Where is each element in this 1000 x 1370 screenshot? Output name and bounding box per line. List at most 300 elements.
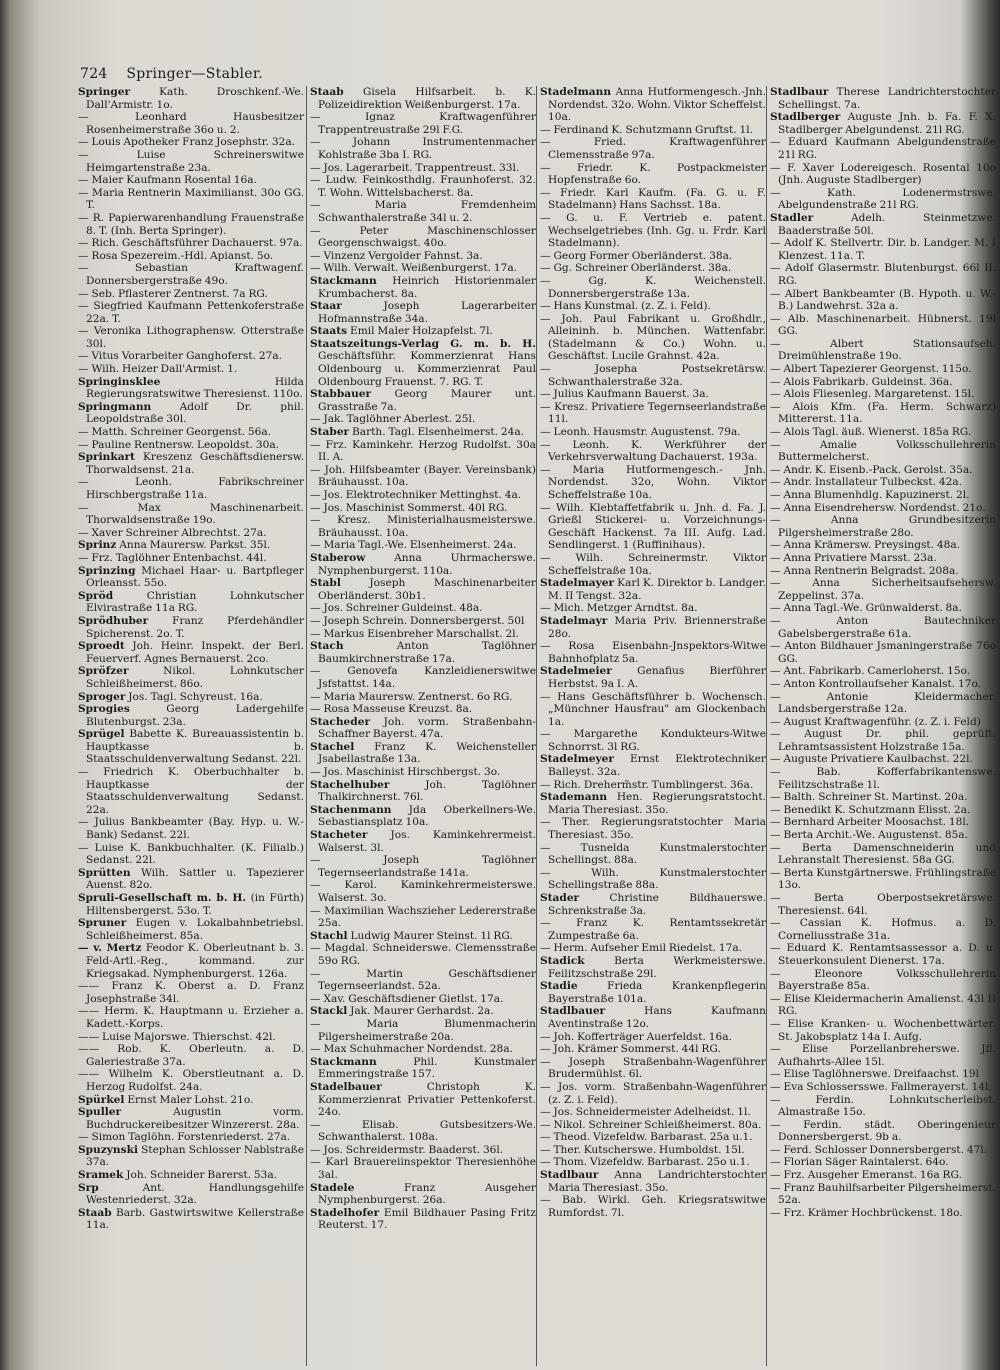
entry-text: — August Dr. phil. geprüft. Lehramtsassistent Holzstraße 15a.	[770, 728, 996, 753]
entry-surname: Springmann	[78, 400, 152, 413]
directory-entry	[770, 439, 996, 464]
directory-entry	[78, 262, 304, 287]
directory-entry	[78, 1106, 304, 1131]
entry-text: — Joseph Straßenbahn-Wagenführer Brudermühlst. 6l.	[540, 1055, 766, 1081]
directory-entry	[540, 691, 766, 729]
directory-entry	[78, 665, 304, 690]
directory-entry	[770, 766, 996, 791]
directory-entry	[78, 842, 304, 867]
directory-entry	[770, 237, 996, 262]
directory-entry	[310, 225, 536, 250]
directory-entry	[770, 602, 996, 615]
entry-surname: Stachl	[310, 929, 348, 942]
entry-text: — Gg. K. Weichenstell. Donnersbergerstraße 13a.	[540, 274, 766, 300]
entry-surname: Sproger	[78, 690, 126, 703]
entry-surname: Spröd	[78, 589, 114, 602]
entry-text: Franz Ausgeher Nymphenburgerst. 26a.	[318, 1181, 536, 1207]
entry-text: — Johann Instrumentenmacher Kohlstraße 3ba I. RG.	[310, 136, 536, 161]
directory-entry	[540, 1194, 766, 1219]
entry-text: — Joseph Taglöhner Tegernseerlandstraße 141a.	[310, 854, 536, 879]
entry-text: — Frz. Taglöhner Entenbachst. 44l.	[78, 551, 267, 564]
entry-surname: Sprinzing	[78, 564, 136, 577]
directory-entry	[540, 753, 766, 778]
entry-text: Anna Uhrmacherswe. Nymphenburgerst. 110a.	[318, 551, 536, 577]
entry-text: Feodor K. Oberleutnant b. 3. Feld-Artl.-Reg., kommand. zur Kriegsakad. Nymphenburgerst. 126a.	[86, 942, 304, 980]
directory-entry	[310, 1156, 536, 1181]
entry-text: Christine Bildhauerswe. Schrenkstraße 3a.	[548, 892, 766, 917]
entry-text: Kreszenz Geschäftsdienersw. Thorwaldsenst. 21a.	[86, 451, 304, 476]
directory-entry	[78, 1169, 304, 1182]
directory-entry	[770, 565, 996, 578]
entry-text: Gisela Hilfsarbeit. b. K. Polizeidirektion Weißenburgerst. 17a.	[318, 86, 536, 111]
directory-entry	[78, 401, 304, 426]
directory-entry	[310, 552, 536, 577]
directory-entry	[78, 1094, 304, 1107]
entry-text: — Ferd. Schlosser Donnersbergerst. 47l.	[770, 1143, 988, 1156]
entry-text: — Luise K. Bankbuchhalter. (K. Filialb.) Sedanst. 22l.	[78, 841, 304, 867]
entry-surname: Staats	[310, 325, 348, 338]
directory-entry	[78, 942, 304, 980]
directory-entry	[310, 250, 536, 263]
directory-entry	[78, 111, 304, 136]
entry-text: —— Rob. K. Oberleutn. a. D. Galeriestraße 37a.	[78, 1043, 304, 1068]
entry-text: Christian Lohnkutscher Elvirastraße 11a RG.	[86, 589, 304, 615]
column-4	[766, 86, 996, 1366]
entry-text: — Sebastian Kraftwagenf. Donnersbergerstraße 49o.	[78, 262, 304, 287]
directory-entry	[310, 262, 536, 275]
entry-text: — Rich. Geschäftsführer Dachauerst. 97a.	[78, 237, 303, 250]
entry-text: — F. Xaver Lodereigesch. Rosental 10o (Jnh. Auguste Stadlberger)	[770, 161, 996, 187]
entry-text: — Joh. Hilfsbeamter (Bayer. Vereinsbank) Bräuhausst. 10a.	[310, 463, 536, 489]
entry-text: — Jos. Maschinist Hirschbergst. 3o.	[310, 766, 501, 779]
entry-text: — Leonhard Hausbesitzer Rosenheimerstraße 36o u. 2.	[78, 111, 304, 136]
entry-text: — Theod. Vizefeldw. Barbarast. 25a u.1.	[540, 1131, 753, 1144]
entry-text: — Antonie Kleidermacher. Landsbergerstraße 12a.	[770, 690, 996, 716]
entry-text: — Ludw. Feinkosthdlg. Fraunhoferst. 32. T. Wohn. Wittelsbacherst. 8a.	[310, 174, 536, 199]
directory-entry	[310, 1119, 536, 1144]
entry-text: — Herm. Aufseher Emil Riedelst. 17a.	[540, 942, 743, 955]
directory-entry	[540, 187, 766, 212]
directory-entry	[540, 439, 766, 464]
entry-text: Franz K. Weichensteller Jsabellastraße 13a.	[318, 740, 536, 766]
directory-entry	[540, 262, 766, 275]
entry-text: — Anna Privatiere Marsst. 23a.	[770, 551, 937, 564]
directory-entry	[770, 212, 996, 237]
directory-entry	[310, 136, 536, 161]
entry-text: — Eduard K. Rentamtsassessor a. D. u. Steuerkonsulent Dienerst. 17a.	[770, 942, 996, 967]
directory-entry	[540, 275, 766, 300]
entry-text: — Vinzenz Vergolder Fahnst. 3a.	[310, 249, 483, 262]
entry-surname: Springer	[78, 86, 131, 98]
directory-entry	[310, 514, 536, 539]
directory-entry	[540, 728, 766, 753]
directory-entry	[78, 867, 304, 892]
directory-columns	[78, 86, 996, 1366]
directory-entry	[310, 502, 536, 515]
directory-entry	[540, 1005, 766, 1030]
entry-text: — Ferdinand K. Schutzmann Gruftst. 1l.	[540, 123, 753, 136]
entry-text: — Eduard Kaufmann Abelgundenstraße 21l RG.	[770, 136, 996, 161]
directory-entry	[78, 1144, 304, 1169]
entry-text: — Ther. Kutscherswe. Humboldst. 15l.	[540, 1143, 745, 1156]
entry-text: Maria Priv. Briennerstraße 28o.	[548, 614, 766, 640]
entry-text: — August Kraftwagenführ. (z. Z. i. Feld)	[770, 715, 981, 728]
entry-text: — Ferdin. städt. Oberingenieur Donnersbergerst. 9b a.	[770, 1118, 996, 1144]
directory-entry	[540, 1131, 766, 1144]
directory-entry	[78, 1068, 304, 1093]
directory-entry	[770, 615, 996, 640]
directory-entry	[540, 212, 766, 250]
entry-text: (in Fürth) Hiltensbergerst. 53o. T.	[86, 892, 304, 917]
entry-surname: Sprinz	[78, 539, 117, 552]
directory-entry	[540, 615, 766, 640]
directory-entry	[78, 539, 304, 552]
entry-text: — Luise Schreinerswitwe Heimgartenstraße 23a.	[78, 148, 304, 174]
entry-text: Anna Maurersw. Parkst. 35l.	[116, 539, 271, 552]
entry-surname: Stadelmayr	[540, 614, 608, 627]
directory-entry	[770, 829, 996, 842]
directory-entry	[540, 892, 766, 917]
entry-text: — Cassian K. Hofmus. a. D. Corneliusstraße 31a.	[770, 917, 996, 942]
directory-entry	[540, 464, 766, 502]
directory-entry	[310, 275, 536, 300]
entry-surname: Spuzynski	[78, 1143, 138, 1156]
directory-entry	[540, 842, 766, 867]
directory-entry	[770, 1207, 996, 1220]
page-number: 724	[80, 66, 108, 82]
directory-entry	[310, 199, 536, 224]
entry-text: Michael Haar- u. Bartpfleger Orleansst. 55o.	[86, 564, 304, 590]
directory-entry	[770, 262, 996, 287]
directory-entry	[540, 867, 766, 892]
entry-text: — Anna Grundbesitzerin Pilgersheimerstraße 28o.	[770, 514, 996, 539]
directory-entry	[540, 779, 766, 792]
entry-surname: Sramek	[78, 1169, 124, 1182]
entry-text: — Eva Schlossersswe. Fallmerayerst. 14l.	[770, 1080, 992, 1093]
directory-entry	[540, 955, 766, 980]
directory-entry	[770, 665, 996, 678]
entry-text: — Adolf Glasermstr. Blutenburgst. 66l II. RG.	[770, 262, 996, 287]
entry-text: — Wilh. Klebtaffetfabrik u. Jnh. d. Fa. J. Grießl Stickerei- u. Vorzeichnungs-Geschäft Hackenst. 7a III. Aufg. Lad. Sendlingerst. 1 (Ruffinihaus).	[540, 501, 766, 552]
entry-text: — Franz Bauhilfsarbeiter Pilgersheimerst. 52a.	[770, 1181, 996, 1207]
directory-entry	[770, 867, 996, 892]
directory-entry	[540, 552, 766, 577]
entry-surname: Stadelmeyer	[540, 753, 615, 766]
entry-surname: Spruli-Gesellschaft m. b. H.	[78, 892, 247, 904]
entry-text: — Anton Kontrollaufseher Kanalst. 17o.	[770, 677, 982, 690]
entry-text: —— Luise Majorswe. Thierschst. 42l.	[78, 1030, 276, 1043]
directory-entry	[770, 1094, 996, 1119]
entry-text: — Joh. Kofferträger Auerfeldst. 16a.	[540, 1030, 732, 1043]
directory-entry	[78, 1031, 304, 1044]
directory-entry	[78, 527, 304, 540]
directory-entry	[770, 476, 996, 489]
entry-text: — Maria Blumenmacherin Pilgersheimerstraße 20a.	[310, 1017, 536, 1043]
entry-text: Augustin vorm. Buchdruckereibesitzer Winzererst. 28a.	[86, 1106, 304, 1131]
entry-text: Phil. Kunstmaler Emmeringstraße 157.	[318, 1055, 536, 1081]
entry-surname: Stadick	[540, 954, 585, 967]
directory-entry	[310, 86, 536, 111]
entry-surname: Stadelbauer	[310, 1080, 382, 1093]
directory-entry	[310, 1144, 536, 1157]
entry-text: Stephan Schlosser Nablstraße 37a.	[86, 1143, 304, 1169]
entry-surname: Staber	[310, 426, 350, 439]
entry-surname: Spürkel	[78, 1093, 125, 1106]
entry-text: — Albert Tapezierer Georgenst. 115o.	[770, 363, 972, 376]
entry-text: — Anna Eisendrehersw. Nordendst. 21o.	[770, 501, 986, 514]
entry-surname: Sprügel	[78, 728, 125, 741]
entry-text: — Siegfried Kaufmann Pettenkoferstraße 22a. T.	[78, 300, 304, 325]
entry-text: — Maria Hutformengesch.- Jnh. Nordendst. 32o, Wohn. Viktor Scheffelstraße 10a.	[540, 463, 766, 501]
directory-entry	[310, 905, 536, 930]
entry-text: — Franz K. Rentamtssekretär Zumpestraße 6a.	[540, 917, 766, 942]
running-title: Springer—Stabler.	[126, 66, 264, 82]
entry-text: Frieda Krankenpflegerin Bayerstraße 101a.	[548, 980, 766, 1005]
entry-text: — Joseph Schrein. Donnersbergerst. 50l	[310, 614, 525, 627]
directory-entry	[770, 552, 996, 565]
directory-entry	[540, 1119, 766, 1132]
entry-surname: Staab	[310, 86, 344, 98]
entry-surname: Stader	[540, 892, 580, 904]
entry-text: — Maria Rentnerin Maximilianst. 30o GG. T.	[78, 186, 304, 212]
directory-entry	[540, 1169, 766, 1194]
entry-text: — Leonh. Fabrikschreiner Hirschbergstraße 11a.	[78, 476, 304, 501]
entry-text: — Elise Kranken- u. Wochenbettwärter. St. Jakobsplatz 14a I. Aufg.	[770, 1017, 996, 1043]
directory-entry	[540, 665, 766, 690]
entry-surname: Spruner	[78, 917, 127, 930]
entry-text: — Maier Kaufmann Rosental 16a.	[78, 174, 257, 187]
directory-entry	[770, 791, 996, 804]
entry-text: — Alois Kfm. (Fa. Herm. Schwarz) Mittererst. 11a.	[770, 400, 996, 426]
entry-surname: Spröfzer	[78, 665, 129, 678]
directory-entry	[310, 338, 536, 388]
directory-entry	[540, 1056, 766, 1081]
entry-text: — Anton Bautechniker Gabelsbergerstraße 61a.	[770, 614, 996, 640]
directory-entry	[540, 250, 766, 263]
entry-text: — Jos. Schreiner Guldeinst. 48a.	[310, 602, 483, 615]
directory-entry	[78, 917, 304, 942]
directory-entry	[540, 577, 766, 602]
entry-text: — Max Schuhmacher Nordendst. 28a.	[310, 1043, 513, 1056]
directory-entry	[770, 502, 996, 515]
entry-text: Genafius Bierführer Herbstst. 9a I. A.	[548, 665, 766, 690]
entry-surname: Stacheter	[310, 829, 368, 842]
entry-text: — Maria Tagl.-We. Elsenheimerst. 24a.	[310, 539, 517, 552]
directory-entry	[310, 577, 536, 602]
entry-text: — Bernhard Arbeiter Moosachst. 18l.	[770, 816, 970, 829]
column-1	[78, 86, 304, 1366]
entry-surname: — v. Mertz	[78, 942, 142, 955]
directory-entry	[770, 816, 996, 829]
entry-surname: Stackmann	[310, 1055, 377, 1068]
directory-entry	[540, 313, 766, 363]
directory-entry	[310, 1081, 536, 1119]
entry-text: — Veronika Lithographensw. Otterstraße 30l.	[78, 325, 304, 350]
entry-text: — Andr. K. Eisenb.-Pack. Gerolst. 35a.	[770, 463, 973, 476]
directory-entry	[540, 300, 766, 313]
directory-entry	[310, 691, 536, 704]
entry-text: Hilda Regierungsratswitwe Theresienst. 110o.	[86, 375, 304, 401]
entry-surname: Stadele	[310, 1181, 355, 1194]
directory-entry	[78, 136, 304, 149]
directory-entry	[540, 1031, 766, 1044]
directory-entry	[540, 816, 766, 841]
entry-surname: Stachel	[310, 740, 355, 753]
entry-text: Emil Maler Holzapfelst. 7l.	[347, 325, 493, 338]
entry-text: — Mich. Metzger Arndtst. 8a.	[540, 602, 698, 615]
entry-surname: Stach	[310, 640, 344, 653]
directory-entry	[78, 86, 304, 111]
entry-text: — Vitus Vorarbeiter Ganghoferst. 27a.	[78, 350, 283, 363]
entry-surname: Staberow	[310, 551, 366, 564]
entry-text: — Anna Sicherheitsaufsehersw. Zeppelinst. 37a.	[770, 577, 996, 602]
directory-entry	[770, 917, 996, 942]
directory-entry	[310, 703, 536, 716]
directory-entry	[310, 968, 536, 993]
directory-entry	[310, 489, 536, 502]
directory-entry	[310, 162, 536, 175]
entry-text: — Jos. Schneidermeister Adelheidst. 1l.	[540, 1106, 751, 1119]
directory-entry	[310, 716, 536, 741]
directory-entry	[540, 388, 766, 401]
entry-text: — Peter Maschinenschlosser Georgenschwaigst. 40o.	[310, 224, 536, 250]
entry-text: — Leonh. K. Werkführer der Verkehrsverwaltung Dachauerst. 193a.	[540, 438, 766, 464]
entry-text: — Tusnelda Kunstmalerstochter Schellingst. 88a.	[540, 841, 766, 867]
entry-text: — Anna Blumenhdlg. Kapuzinerst. 2l.	[770, 489, 970, 501]
entry-text: — Simon Taglöhn. Forstenriederst. 27a.	[78, 1131, 291, 1144]
entry-text: Ernst Elektrotechniker Balleyst. 32a.	[548, 753, 766, 779]
entry-text: — Frz. Krämer Hochbrückenst. 18o.	[770, 1206, 963, 1219]
entry-text: — Rosa Eisenbahn-Jnspektors-Witwe Bahnhofplatz 5a.	[540, 640, 766, 665]
entry-text: — Magdal. Schneiderswe. Clemensstraße 59o RG.	[310, 942, 536, 967]
directory-entry	[540, 136, 766, 161]
entry-text: Georg Ladergehilfe Blutenburgst. 23a.	[86, 703, 304, 728]
directory-entry	[78, 766, 304, 816]
entry-text: — Alois Fliesenleg. Margaretenst. 15l.	[770, 388, 975, 401]
entry-surname: Stackmann	[310, 274, 377, 287]
entry-text: Jos. Tagl. Schyreust. 16a.	[125, 690, 263, 703]
entry-text: — Julius Bankbeamter (Bay. Hyp. u. W.-Bank) Sedanst. 22l.	[78, 816, 304, 842]
entry-surname: Sprütten	[78, 866, 131, 879]
entry-text: — Joh. Paul Fabrikant u. Großhdlr., Alleininh. b. München. Wattenfabr. (Stadelmann & Co.) Wohn. u. Geschäftst. Lucile Grahnst. 42a.	[540, 312, 766, 363]
directory-entry	[78, 1207, 304, 1232]
entry-text: — Kresz. Privatiere Tegernseerlandstraße 11l.	[540, 400, 766, 426]
entry-text: — Frz. Kaminkehr. Herzog Rudolfst. 30a II. A.	[310, 438, 536, 464]
entry-text: — Anna Rentnerin Belgradst. 208a.	[770, 564, 959, 577]
directory-entry	[540, 1106, 766, 1119]
entry-surname: Stacheder	[310, 715, 371, 728]
directory-entry	[770, 1119, 996, 1144]
entry-text: — Elise Kleidermacherin Amalienst. 43l II RG.	[770, 992, 996, 1018]
directory-entry	[540, 1081, 766, 1106]
entry-surname: Stabl	[310, 577, 341, 590]
entry-text: — Rosa Masseuse Kreuzst. 8a.	[310, 703, 473, 716]
entry-text: — Balth. Schreiner St. Martinst. 20a.	[770, 791, 968, 804]
directory-entry	[540, 124, 766, 137]
directory-entry	[310, 779, 536, 804]
entry-text: Ernst Maler Lohst. 21o.	[124, 1093, 254, 1106]
directory-entry	[78, 703, 304, 728]
entry-text: — Fried. Kraftwagenführer Clemensstraße 97a.	[540, 136, 766, 161]
entry-text: — Thom. Vizefeldw. Barbarast. 25o u.1.	[540, 1156, 750, 1169]
directory-entry	[310, 426, 536, 439]
directory-entry	[770, 86, 996, 111]
directory-entry	[78, 502, 304, 527]
entry-text: — Bab. Wirkl. Geh. Kriegsratswitwe Rumfordst. 7l.	[540, 1194, 766, 1219]
directory-entry	[310, 1005, 536, 1018]
directory-entry	[540, 401, 766, 426]
directory-entry	[770, 804, 996, 817]
entry-text: — Wilh. Verwalt. Weißenburgerst. 17a.	[310, 262, 517, 275]
directory-entry	[770, 577, 996, 602]
directory-entry	[310, 615, 536, 628]
entry-text: — Alois Tagl. äuß. Wienerst. 185a RG.	[770, 426, 972, 439]
entry-surname: Stadelhofer	[310, 1206, 380, 1219]
entry-text: Jda Oberkellners-We. Sebastiansplatz 10a.	[318, 803, 536, 829]
directory-entry	[310, 602, 536, 615]
entry-surname: Stabbauer	[310, 388, 372, 401]
directory-entry	[78, 728, 304, 766]
entry-text: — Kath. Lodenermstrswe. Abelgundenstraße 21l RG.	[770, 186, 996, 212]
entry-text: — Margarethe Kondukteurs-Witwe Schnorrst. 3l RG.	[540, 728, 766, 753]
entry-text: — Elise Porzellanbreherswe. Jfl. Aufhahrts-Allee 15l.	[770, 1043, 996, 1068]
column-3	[536, 86, 766, 1366]
entry-text: Geschäftsführ. Kommerzienrat Hans Oldenbourg u. Kommerzienrat Paul Oldenbourg Frauenst. 7. RG. T.	[318, 350, 536, 388]
entry-text: — Florian Säger Raintalerst. 64o.	[770, 1156, 949, 1169]
directory-entry	[78, 325, 304, 350]
entry-text: — Albert Stationsaufseh. Dreimühlenstraße 19o.	[770, 337, 996, 363]
directory-entry	[310, 111, 536, 136]
directory-entry	[540, 363, 766, 388]
entry-text: Adolf Dr. phil. Leopoldstraße 30l.	[86, 400, 304, 426]
directory-entry	[770, 1182, 996, 1207]
entry-text: — Ignaz Kraftwagenführer Trappentreustraße 29l F.G.	[310, 111, 536, 136]
column-2	[306, 86, 536, 1366]
directory-entry	[78, 640, 304, 665]
entry-surname: Stademann	[540, 791, 608, 804]
entry-text: Heinrich Historienmaler Krumbacherst. 8a.	[318, 274, 536, 300]
entry-surname: Stadelmeier	[540, 665, 612, 678]
entry-text: — Berta Oberpostsekretärswe. Theresienst. 64l.	[770, 892, 996, 917]
directory-entry	[310, 942, 536, 967]
directory-entry	[78, 980, 304, 1005]
directory-entry	[78, 451, 304, 476]
directory-entry	[770, 111, 996, 136]
directory-entry	[310, 539, 536, 552]
entry-text: — Elise Taglöhnerswe. Dreifaachst. 19l	[770, 1068, 979, 1081]
entry-text: —— Franz K. Oberst a. D. Franz Josephstraße 34l.	[78, 980, 304, 1005]
entry-text: — Pauline Rentnersw. Leopoldst. 30a.	[78, 438, 280, 451]
directory-entry	[310, 741, 536, 766]
directory-entry	[770, 1081, 996, 1094]
directory-entry	[540, 602, 766, 615]
entry-text: — Friedrich K. Oberbuchhalter b. Hauptkasse der Staatsschuldenverwaltung Sedanst. 22a.	[78, 766, 304, 816]
entry-text: Joh. Taglöhner Thalkirchnerst. 76l.	[318, 778, 536, 804]
directory-entry	[310, 766, 536, 779]
entry-surname: Stadie	[540, 980, 578, 993]
entry-text: — Leonh. Hausmstr. Augustenst. 79a.	[540, 426, 741, 439]
entry-text: Joseph Lagerarbeiter Hofmannstraße 34a.	[318, 300, 536, 325]
directory-entry	[310, 829, 536, 854]
directory-entry	[310, 413, 536, 426]
entry-text: — Hans Kunstmal. (z. Z. i. Feld).	[540, 300, 711, 313]
entry-text: — Anna Krämersw. Preysingst. 48a.	[770, 539, 961, 552]
directory-entry	[770, 640, 996, 665]
entry-text: Hans Kaufmann Aventinstraße 12o.	[548, 1005, 766, 1030]
entry-text: Jos. Kaminkehrermeist. Walserst. 3l.	[318, 829, 536, 854]
entry-surname: Sproedt	[78, 640, 125, 653]
directory-entry	[78, 1131, 304, 1144]
